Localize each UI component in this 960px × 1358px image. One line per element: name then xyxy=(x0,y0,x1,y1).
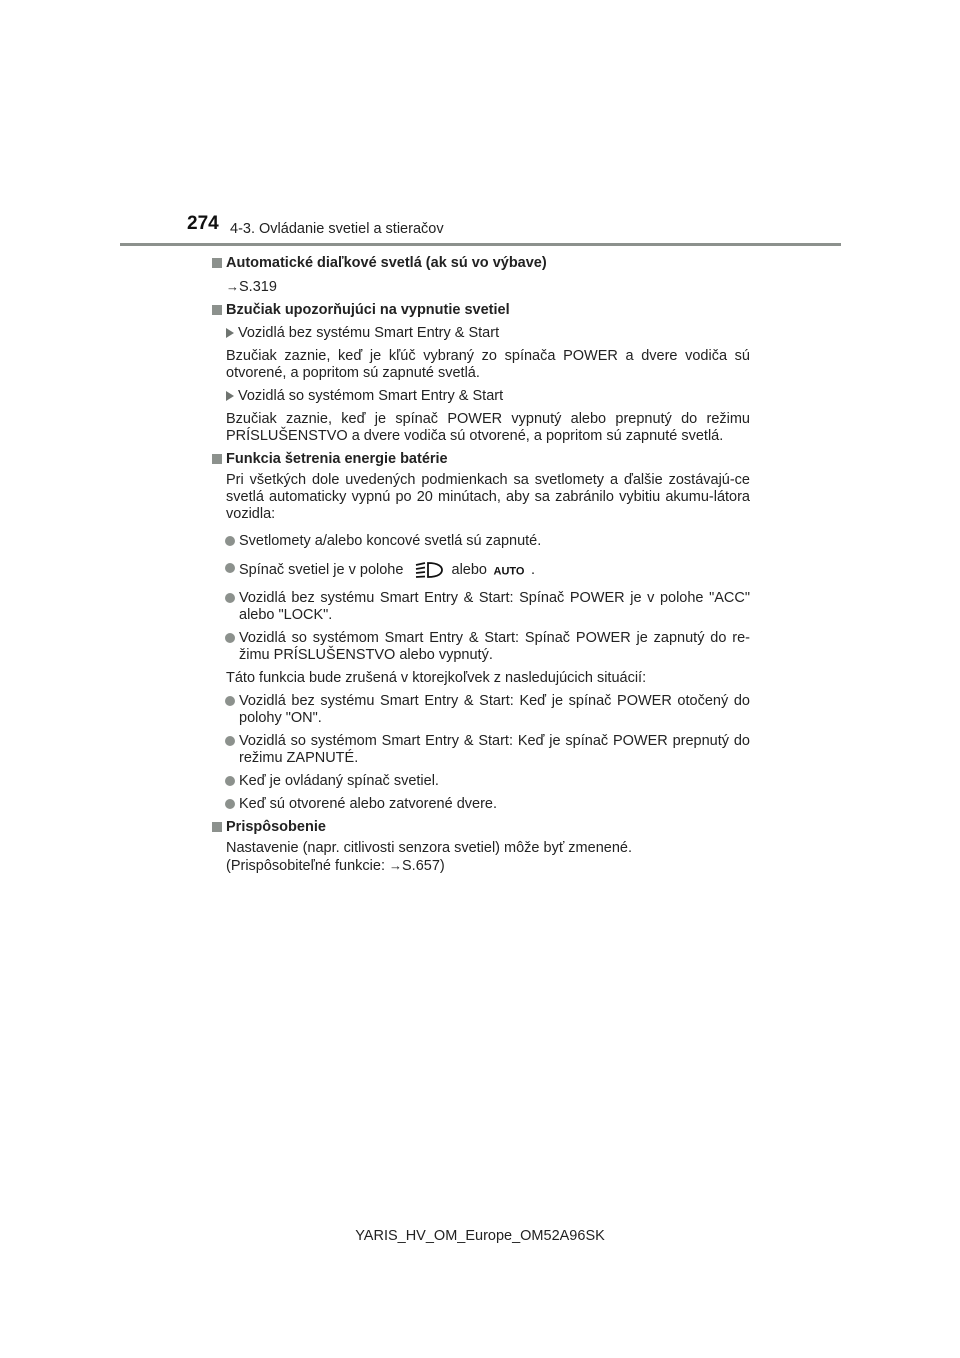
round-bullet-icon xyxy=(225,736,235,746)
document-code: YARIS_HV_OM_Europe_OM52A96SK xyxy=(355,1228,605,1244)
page-content xyxy=(212,255,750,881)
reference-link[interactable]: S.657) xyxy=(402,858,445,874)
heading-customization xyxy=(212,819,750,836)
round-bullet-icon xyxy=(225,536,235,546)
list-item-text: Vozidlá so systémom Smart Entry & Start: Spínač POWER je zapnutý do re-žimu PRÍSLUŠENSTVO alebo vypnutý. xyxy=(239,630,750,663)
heading-text: Funkcia šetrenia energie batérie xyxy=(226,451,448,467)
list-item xyxy=(212,693,750,727)
list-item xyxy=(212,560,750,580)
triangle-arrow-icon xyxy=(226,391,234,401)
list-item-text: Keď sú otvorené alebo zatvorené dvere. xyxy=(239,796,497,812)
square-bullet-icon xyxy=(212,258,222,268)
reference-link[interactable]: S.319 xyxy=(239,279,277,295)
paragraph: Bzučiak zaznie, keď je kľúč vybraný zo spínača POWER a dvere vodiča sú otvorené, a popritom sú zapnuté svetlá. xyxy=(226,348,750,381)
list-item-text: Vozidlá so systémom Smart Entry & Start: Keď je spínač POWER prepnutý do režimu ZAPNUTÉ. xyxy=(239,733,750,766)
list-item-text: . xyxy=(531,561,536,578)
auto-icon xyxy=(491,563,527,577)
paragraph: Pri všetkých dole uvedených podmienkach sa svetlomety a ďalšie zostávajú-ce svetlá automaticky vypnú po 20 minútach, aby sa zabránilo vybitiu akumu-látora vozidla: xyxy=(226,472,750,522)
list-item-text: Svetlomety a/alebo koncové svetlá sú zapnuté. xyxy=(239,533,542,549)
reference-line xyxy=(212,278,750,296)
reference-arrow-icon: → xyxy=(226,279,239,294)
heading-battery-saver xyxy=(212,451,750,468)
subheading-text: Vozidlá so systémom Smart Entry & Start xyxy=(238,388,504,404)
heading-lights-buzzer xyxy=(212,302,750,319)
round-bullet-icon xyxy=(225,633,235,643)
heading-text: Prispôsobenie xyxy=(226,819,326,835)
headlight-icon xyxy=(407,560,447,580)
list-item xyxy=(212,533,750,550)
paragraph-with-reference xyxy=(212,857,750,875)
paragraph: Táto funkcia bude zrušená v ktorejkoľvek z nasledujúcich situácií: xyxy=(226,670,647,686)
subheading-with-smart-entry xyxy=(212,388,750,405)
list-item-text: Keď je ovládaný spínač svetiel. xyxy=(239,773,439,789)
round-bullet-icon xyxy=(225,563,235,573)
list-item-text: Vozidlá bez systému Smart Entry & Start: Keď je spínač POWER otočený do polohy "ON". xyxy=(239,693,750,726)
list-item xyxy=(212,630,750,664)
auto-icon-label: AUTO xyxy=(493,565,525,577)
square-bullet-icon xyxy=(212,305,222,315)
list-item xyxy=(212,590,750,624)
page-number: 274 xyxy=(187,213,219,234)
list-item xyxy=(212,773,750,790)
square-bullet-icon xyxy=(212,454,222,464)
section-title: 4-3. Ovládanie svetiel a stieračov xyxy=(230,221,444,237)
header-rule xyxy=(120,243,841,246)
heading-automatic-high-beam xyxy=(212,255,750,272)
heading-text: Bzučiak upozorňujúci na vypnutie svetiel xyxy=(226,302,510,318)
square-bullet-icon xyxy=(212,822,222,832)
subheading-without-smart-entry xyxy=(212,325,750,342)
list-item xyxy=(212,733,750,767)
subheading-text: Vozidlá bez systému Smart Entry & Start xyxy=(238,325,500,341)
list-item-text: Vozidlá bez systému Smart Entry & Start: Spínač POWER je v polohe "ACC" alebo "LOCK". xyxy=(239,590,750,623)
reference-arrow-icon: → xyxy=(389,858,403,873)
list-item-text: alebo xyxy=(451,561,487,578)
round-bullet-icon xyxy=(225,593,235,603)
paragraph-text: (Prispôsobiteľné funkcie: xyxy=(226,858,385,874)
paragraph: Nastavenie (napr. citlivosti senzora svetiel) môže byť zmenené. xyxy=(226,840,632,856)
list-item xyxy=(212,796,750,813)
heading-text: Automatické diaľkové svetlá (ak sú vo výbave) xyxy=(226,255,547,271)
list-item-text: Spínač svetiel je v polohe xyxy=(239,561,404,578)
round-bullet-icon xyxy=(225,776,235,786)
paragraph: Bzučiak zaznie, keď je spínač POWER vypnutý alebo prepnutý do režimu PRÍSLUŠENSTVO a dvere vodiča sú otvorené, a popritom sú zapnuté svetlá. xyxy=(226,411,750,444)
round-bullet-icon xyxy=(225,799,235,809)
triangle-arrow-icon xyxy=(226,328,234,338)
round-bullet-icon xyxy=(225,696,235,706)
